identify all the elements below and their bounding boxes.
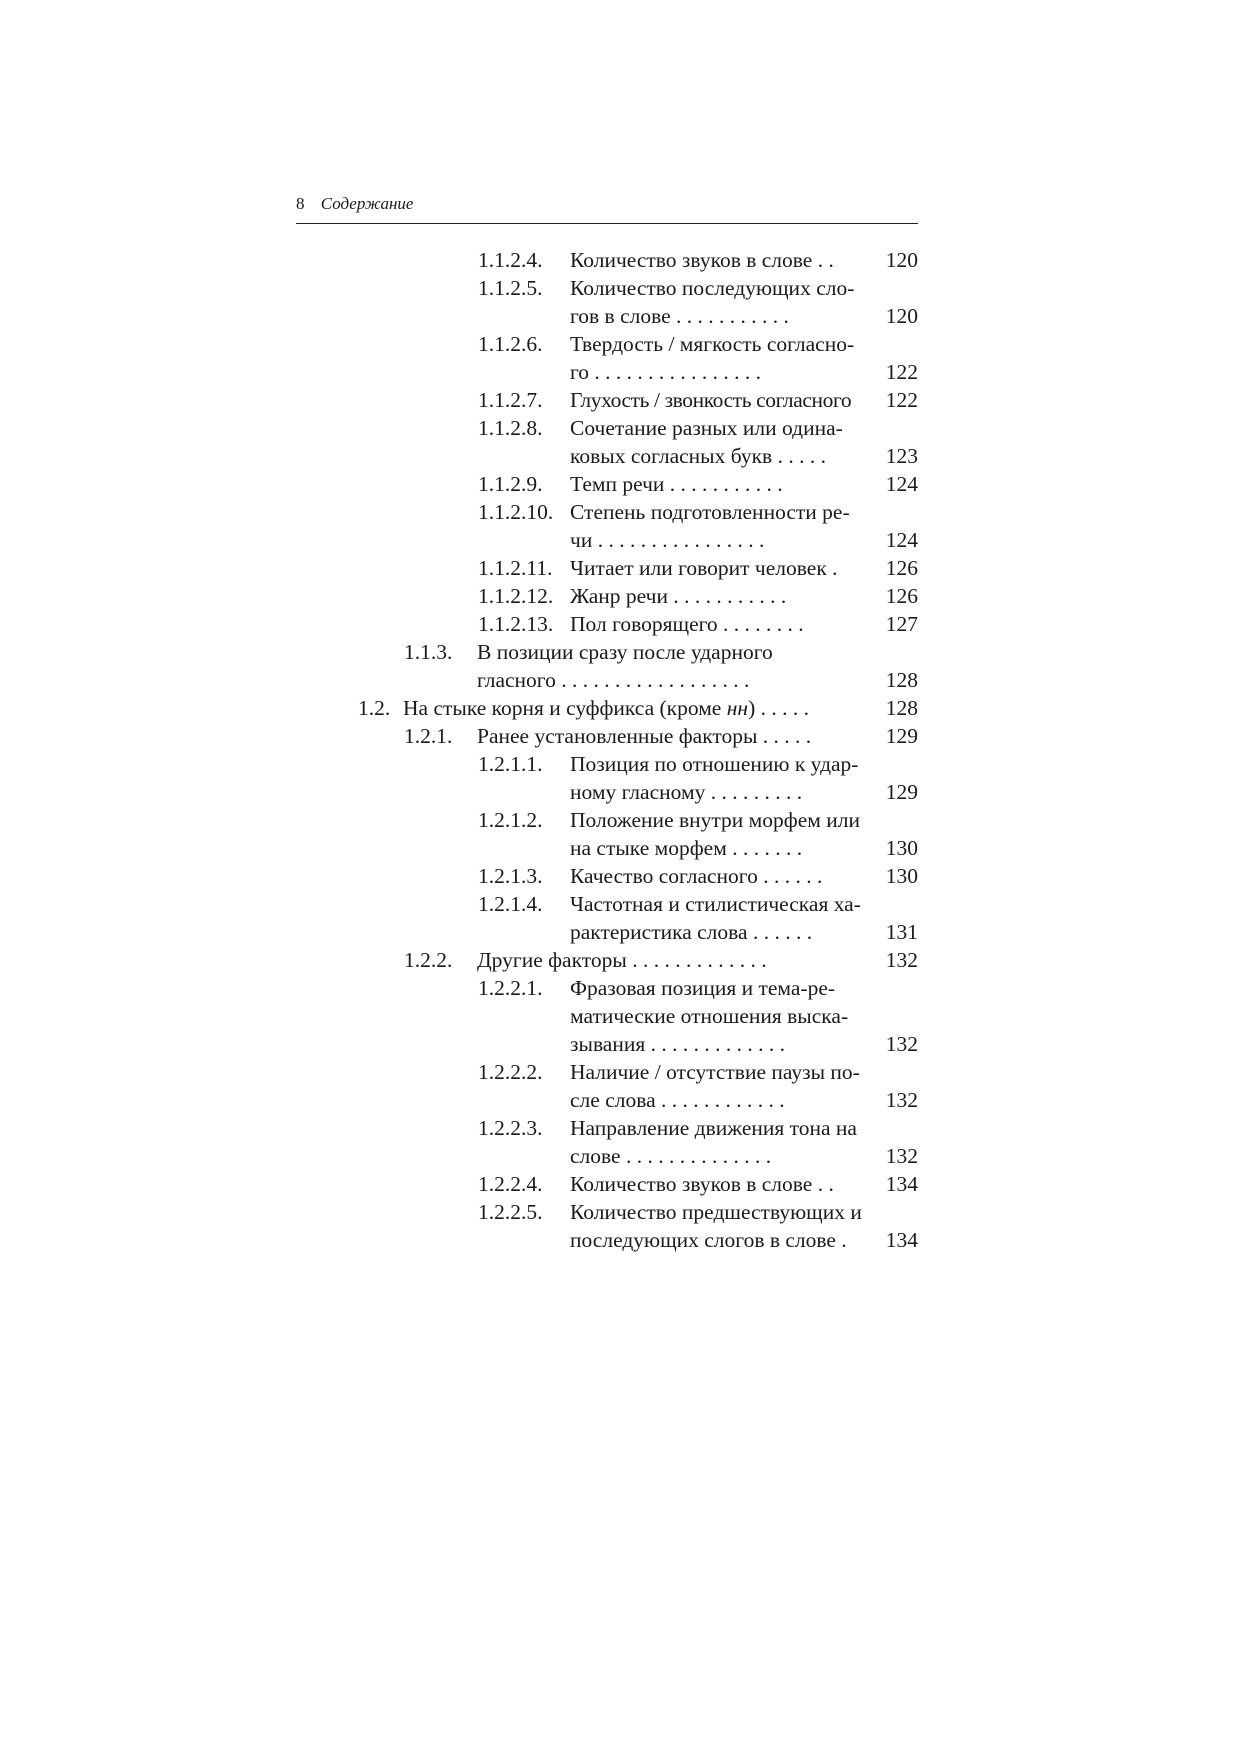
toc-entry-title: В позиции сразу после ударного <box>477 640 773 664</box>
toc-entry-title: Другие факторы . . . . . . . . . . . . . <box>477 948 767 972</box>
toc-entry-number: 1.2.2.1. <box>478 976 543 1000</box>
toc-entry-page: 126 <box>885 584 918 608</box>
toc-entry-page: 132 <box>885 1088 918 1112</box>
toc-entry-title: слове . . . . . . . . . . . . . . <box>570 1144 772 1168</box>
toc-entry-title: Частотная и стилистическая ха- <box>570 892 861 916</box>
toc-entry-page: 134 <box>885 1228 918 1252</box>
toc-entry-title: Жанр речи . . . . . . . . . . . <box>570 584 787 608</box>
toc-entry-title: Ранее установленные факторы . . . . . <box>477 724 812 748</box>
toc-entry-title: Степень подготовленности ре- <box>570 500 850 524</box>
toc-entry-page: 130 <box>885 836 918 860</box>
toc-entry-page: 122 <box>885 360 918 384</box>
toc-entry-number: 1.2.1.2. <box>478 808 543 832</box>
toc-entry-title: чи . . . . . . . . . . . . . . . . <box>570 528 765 552</box>
toc-entry-page: 126 <box>885 556 918 580</box>
toc-entry-page: 134 <box>885 1172 918 1196</box>
toc-entry-page: 132 <box>885 1032 918 1056</box>
toc-entry-number: 1.2.1.1. <box>478 752 543 776</box>
toc-entry-title: матические отношения выска- <box>570 1004 849 1028</box>
toc-entry-title: Глухость / звонкость согласного <box>570 388 852 412</box>
toc-entry-page: 120 <box>885 248 918 272</box>
toc-entry-title: сле слова . . . . . . . . . . . . <box>570 1088 785 1112</box>
page-number: 8 <box>296 194 305 213</box>
toc-entry-title: ковых согласных букв . . . . . <box>570 444 826 468</box>
toc-entry-number: 1.1.2.7. <box>478 388 543 412</box>
toc-entry-number: 1.1.2.11. <box>478 556 553 580</box>
toc-entry-title: На стыке корня и суффикса (кроме нн) . . . . . <box>403 696 809 720</box>
toc-entry-title: зывания . . . . . . . . . . . . . <box>570 1032 785 1056</box>
toc-entry-page: 132 <box>885 948 918 972</box>
toc-entry-title: на стыке морфем . . . . . . . <box>570 836 803 860</box>
toc-entry-title: Пол говорящего . . . . . . . . <box>570 612 804 636</box>
page-header <box>296 193 918 224</box>
toc-entry-page: 120 <box>885 304 918 328</box>
toc-entry-title: го . . . . . . . . . . . . . . . . <box>570 360 762 384</box>
toc-entry-page: 128 <box>885 668 918 692</box>
toc-entry-page: 123 <box>885 444 918 468</box>
toc-entry-number: 1.1.2.12. <box>478 584 554 608</box>
toc-entry-page: 127 <box>885 612 918 636</box>
toc-entry-title: Положение внутри морфем или <box>570 808 860 832</box>
toc-entry-number: 1.1.2.13. <box>478 612 554 636</box>
toc-entry-page: 130 <box>885 864 918 888</box>
toc-entry-page: 128 <box>885 696 918 720</box>
toc-entry-number: 1.2.2.3. <box>478 1116 543 1140</box>
toc-entry-title: Количество предшествующих и <box>570 1200 862 1224</box>
toc-entry-number: 1.2.2.5. <box>478 1200 543 1224</box>
toc-entry-title: Темп речи . . . . . . . . . . . <box>570 472 783 496</box>
toc-entry-number: 1.2.1.4. <box>478 892 543 916</box>
toc-entry-number: 1.2.2.4. <box>478 1172 543 1196</box>
toc-entry-number: 1.1.3. <box>404 640 453 664</box>
toc-entry-page: 124 <box>885 472 918 496</box>
toc-entry-number: 1.2. <box>358 696 391 720</box>
toc-entry-number: 1.1.2.8. <box>478 416 543 440</box>
italic-term: нн <box>726 696 749 720</box>
toc-entry-number: 1.2.1. <box>404 724 453 748</box>
toc-entry-title: Количество звуков в слове . . <box>570 1172 834 1196</box>
toc-entry-page: 131 <box>885 920 918 944</box>
toc-entry-page: 132 <box>885 1144 918 1168</box>
running-title: Содержание <box>320 194 414 213</box>
toc-entry-page: 129 <box>885 780 918 804</box>
toc-entry-title: Наличие / отсутствие паузы по- <box>570 1060 860 1084</box>
toc-entry-title: Направление движения тона на <box>570 1116 857 1140</box>
toc-entry-number: 1.1.2.9. <box>478 472 543 496</box>
toc-entry-title: Фразовая позиция и тема-ре- <box>570 976 836 1000</box>
toc-entry-number: 1.2.1.3. <box>478 864 543 888</box>
toc-entry-number: 1.1.2.5. <box>478 276 543 300</box>
toc-entry-page: 122 <box>885 388 918 412</box>
toc-entry-title: Твердость / мягкость согласно- <box>570 332 855 356</box>
toc-entry-title: Читает или говорит человек . <box>570 556 838 580</box>
toc-entry-number: 1.2.2. <box>404 948 453 972</box>
toc-entry-title: Сочетание разных или одина- <box>570 416 843 440</box>
toc-entry-page: 129 <box>885 724 918 748</box>
toc-entry-title: последующих слогов в слове . <box>570 1228 847 1252</box>
toc-entry-number: 1.1.2.6. <box>478 332 543 356</box>
toc-entry-title: гов в слове . . . . . . . . . . . <box>570 304 789 328</box>
toc-entry-title: рактеристика слова . . . . . . <box>570 920 813 944</box>
toc-entry-number: 1.2.2.2. <box>478 1060 543 1084</box>
toc-entry-title: Количество последующих сло- <box>570 276 855 300</box>
toc-entry-title: гласного . . . . . . . . . . . . . . . . . . <box>477 668 750 692</box>
toc-entry-page: 124 <box>885 528 918 552</box>
toc-entry-number: 1.1.2.10. <box>478 500 554 524</box>
toc-entry-title: Количество звуков в слове . . <box>570 248 834 272</box>
toc-entry-number: 1.1.2.4. <box>478 248 543 272</box>
toc-entry-title: Позиция по отношению к удар- <box>570 752 859 776</box>
toc-entry-title: ному гласному . . . . . . . . . <box>570 780 803 804</box>
toc-entry-title: Качество согласного . . . . . . <box>570 864 823 888</box>
